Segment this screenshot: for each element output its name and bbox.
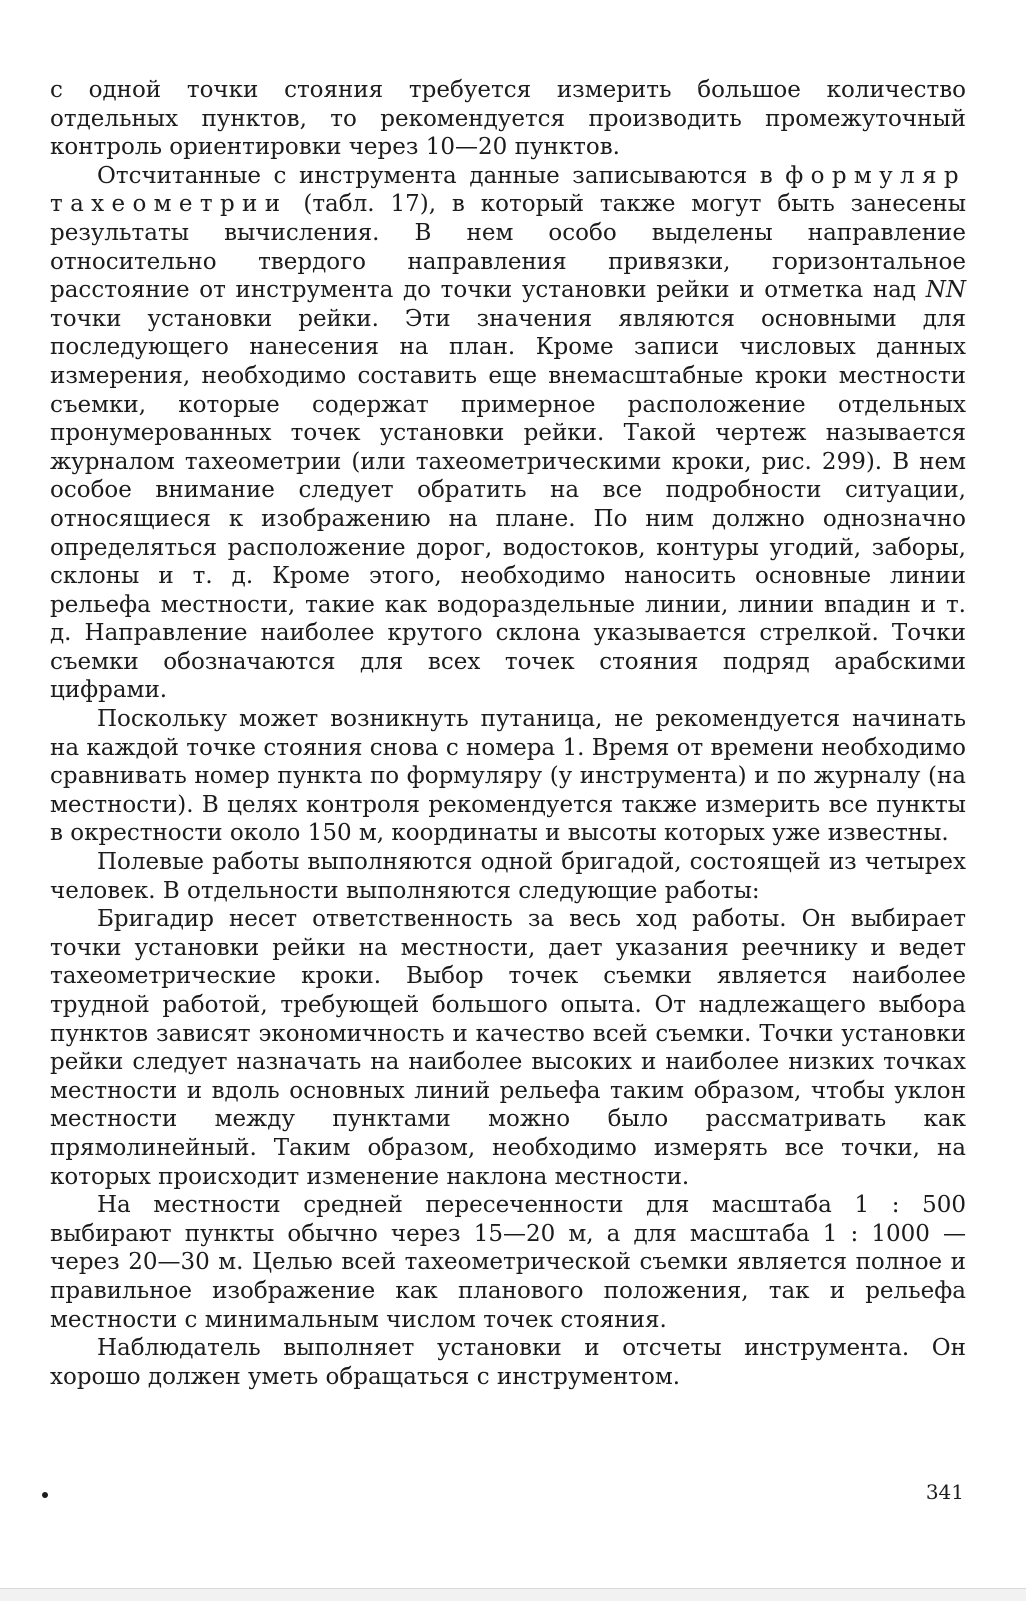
bottom-edge <box>0 1588 1026 1601</box>
footer-bullet-mark <box>42 1492 48 1498</box>
page-body <box>50 76 966 1391</box>
term-formular-tacheometry: формуляр тахеометрии <box>50 162 966 218</box>
nn-symbol: NN <box>925 277 966 304</box>
paragraph-1: с одной точки стояния требуется измерить большое количество отдельных пунктов, то рекомендуется производить промежуточный контроль ориентировки через 10—20 пунктов. <box>50 77 966 161</box>
paragraph-5: Бригадир несет ответственность за весь ход работы. Он выбирает точки установки рейки на местности, дает указания реечнику и ведет тахеометрические кроки. Выбор точек съемки является наиболее трудной работой, требующей большого опыта. От надлежащего выбора пунктов зависят экономичность и качество всей съемки. Точки установки рейки следует назначать на наиболее высоких и наиболее низких точках местности и вдоль основных линий рельефа таким образом, чтобы уклон местности между пунктами можно было рассматривать как прямолинейный. Таким образом, необходимо измерять все точки, на которых происходит изменение наклона местности. <box>50 906 966 1190</box>
paragraph-2-end: точки установки рейки. Эти значения являются основными для последующего нанесения на план. Кроме записи числовых данных измерения, необходимо составить еще внемасштабные кроки местности съемки, которые содержат примерное расположение отдельных пронумерованных точек установки рейки. Такой чертеж называется журналом тахеометрии (или тахеометрическими кроки, рис. 299). В нем особое внимание следует обратить на все подробности ситуации, относящиеся к изображению на плане. По ним должно однозначно определяться расположение дорог, водостоков, контуры угодий, заборы, склоны и т. д. Кроме этого, необходимо наносить основные линии рельефа местности, такие как водораздельные линии, линии впадин и т. д. Направление наиболее крутого склона указывается стрелкой. Точки съемки обозначаются для всех точек стояния подряд арабскими цифрами. <box>50 305 966 704</box>
paragraph-6: На местности средней пересеченности для масштаба 1 : 500 выбирают пункты обычно через 15—20 м, а для масштаба 1 : 1000 — через 20—30 м. Целью всей тахеометрической съемки является полное и правильное изображение как планового положения, так и рельефа местности с минимальным числом точек стояния. <box>50 1192 966 1333</box>
page-number: 341 <box>925 1480 964 1504</box>
paragraph-4: Полевые работы выполняются одной бригадой, состоящей из четырех человек. В отдельности выполняются следующие работы: <box>50 849 966 904</box>
paragraph-2 <box>50 162 966 705</box>
paragraph-7: Наблюдатель выполняет установки и отсчеты инструмента. Он хорошо должен уметь обращаться с инструментом. <box>50 1335 966 1390</box>
paragraph-3: Поскольку может возникнуть путаница, не рекомендуется начинать на каждой точке стояния снова с номера 1. Время от времени необходимо сравнивать номер пункта по формуляру (у инструмента) и по журналу (на местности). В целях контроля рекомендуется также измерить все пункты в окрестности около 150 м, координаты и высоты которых уже известны. <box>50 706 966 847</box>
paragraph-2-start: Отсчитанные с инструмента данные записываются в <box>97 162 786 189</box>
paragraph-2-middle: (табл. 17), в который также могут быть занесены результаты вычисления. В нем особо выделены направление относительно твердого направления привязки, горизонтальное расстояние от инструмента до точки установки рейки и отметка над <box>50 191 966 304</box>
